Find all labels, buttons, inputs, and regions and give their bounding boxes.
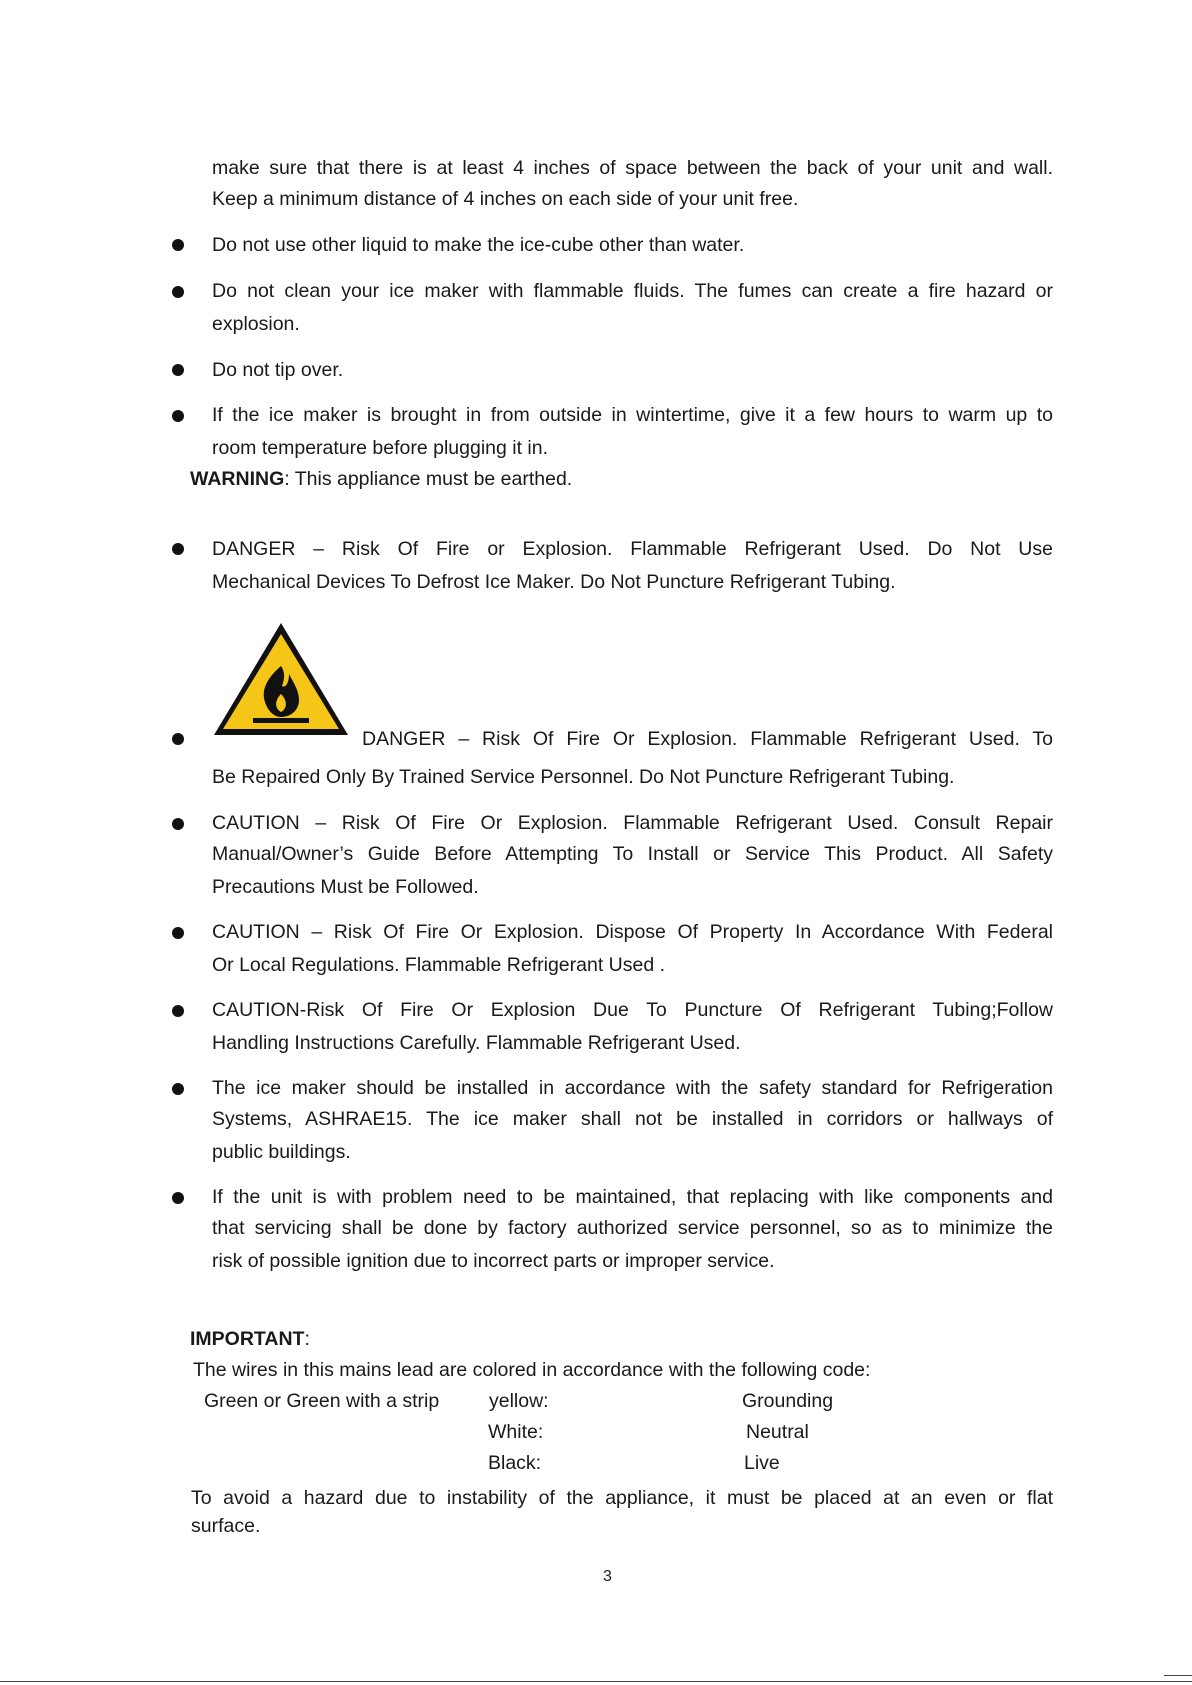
- important-heading: IMPORTANT:: [190, 1328, 310, 1350]
- bullet-icon: [172, 364, 184, 376]
- caution1-line-2: Manual/Owner’s Guide Before Attempting To Install or Service This Product. All Safety: [212, 843, 1053, 865]
- standard-line-1: The ice maker should be installed in accordance with the safety standard for Refrigeration: [212, 1077, 1053, 1099]
- caution3-line-2: Handling Instructions Carefully. Flammable Refrigerant Used.: [212, 1032, 741, 1054]
- intro-line-1: make sure that there is at least 4 inches of space between the back of your unit and wall.: [212, 157, 1053, 179]
- bullet-icon: [172, 1192, 184, 1204]
- stability-line-2: surface.: [191, 1515, 261, 1537]
- wire-ground-prefix: Green or Green with a strip: [204, 1390, 440, 1412]
- wire-live-color: Black:: [488, 1452, 542, 1474]
- caution2-line-1: CAUTION – Risk Of Fire Or Explosion. Dispose Of Property In Accordance With Federal: [212, 921, 1053, 943]
- warning-text: : This appliance must be earthed.: [284, 468, 573, 490]
- important-label: IMPORTANT: [190, 1328, 305, 1350]
- warning-label: WARNING: [190, 468, 285, 490]
- danger1-line-1: DANGER – Risk Of Fire or Explosion. Flammable Refrigerant Used. Do Not Use: [212, 538, 1053, 560]
- intro-line-2: Keep a minimum distance of 4 inches on each side of your unit free.: [212, 188, 799, 210]
- bullet-icon: [172, 733, 184, 745]
- bullet-flammable-line-1: Do not clean your ice maker with flammable fluids. The fumes can create a fire hazard or: [212, 280, 1053, 302]
- flammable-warning-icon: [211, 620, 351, 740]
- bullet-icon: [172, 1083, 184, 1095]
- bullet-icon: [172, 1005, 184, 1017]
- bullet-tip-over: Do not tip over.: [212, 359, 344, 381]
- wire-neutral-color: White:: [488, 1421, 544, 1443]
- danger2-line-2: Be Repaired Only By Trained Service Personnel. Do Not Puncture Refrigerant Tubing.: [212, 766, 955, 788]
- bullet-icon: [172, 239, 184, 251]
- wire-ground-color: yellow:: [489, 1390, 549, 1412]
- important-intro: The wires in this mains lead are colored in accordance with the following code:: [193, 1359, 871, 1381]
- bullet-flammable-line-2: explosion.: [212, 313, 300, 335]
- bullet-winter-line-2: room temperature before plugging it in.: [212, 437, 549, 459]
- wire-neutral-function: Neutral: [746, 1421, 809, 1443]
- maintenance-line-1: If the unit is with problem need to be maintained, that replacing with like components and: [212, 1186, 1053, 1208]
- caution2-line-2: Or Local Regulations. Flammable Refrigerant Used .: [212, 954, 666, 976]
- wire-ground-function: Grounding: [742, 1390, 834, 1412]
- caution3-line-1: CAUTION-Risk Of Fire Or Explosion Due To Puncture Of Refrigerant Tubing;Follow: [212, 999, 1053, 1021]
- page-number: 3: [603, 1568, 612, 1585]
- caution1-line-1: CAUTION – Risk Of Fire Or Explosion. Flammable Refrigerant Used. Consult Repair: [212, 812, 1053, 834]
- maintenance-line-3: risk of possible ignition due to incorrect parts or improper service.: [212, 1250, 775, 1272]
- bullet-icon: [172, 286, 184, 298]
- stability-line-1: To avoid a hazard due to instability of the appliance, it must be placed at an even or flat: [191, 1487, 1053, 1509]
- standard-line-3: public buildings.: [212, 1141, 351, 1163]
- bullet-icon: [172, 927, 184, 939]
- caution1-line-3: Precautions Must be Followed.: [212, 876, 479, 898]
- bullet-winter-line-1: If the ice maker is brought in from outside in wintertime, give it a few hours to warm up to: [212, 404, 1053, 426]
- bullet-liquid: Do not use other liquid to make the ice-cube other than water.: [212, 234, 745, 256]
- standard-line-2: Systems, ASHRAE15. The ice maker shall not be installed in corridors or hallways of: [212, 1108, 1053, 1130]
- danger2-line-1: DANGER – Risk Of Fire Or Explosion. Flammable Refrigerant Used. To: [362, 728, 1053, 750]
- page-corner-rule: [1164, 1675, 1192, 1676]
- maintenance-line-2: that servicing shall be done by factory authorized service personnel, so as to minimize the: [212, 1217, 1053, 1239]
- bullet-icon: [172, 818, 184, 830]
- bullet-icon: [172, 410, 184, 422]
- page-bottom-rule: [0, 1681, 1192, 1682]
- warning-statement: [190, 467, 572, 491]
- wire-live-function: Live: [744, 1452, 780, 1474]
- bullet-icon: [172, 543, 184, 555]
- danger1-line-2: Mechanical Devices To Defrost Ice Maker. Do Not Puncture Refrigerant Tubing.: [212, 571, 896, 593]
